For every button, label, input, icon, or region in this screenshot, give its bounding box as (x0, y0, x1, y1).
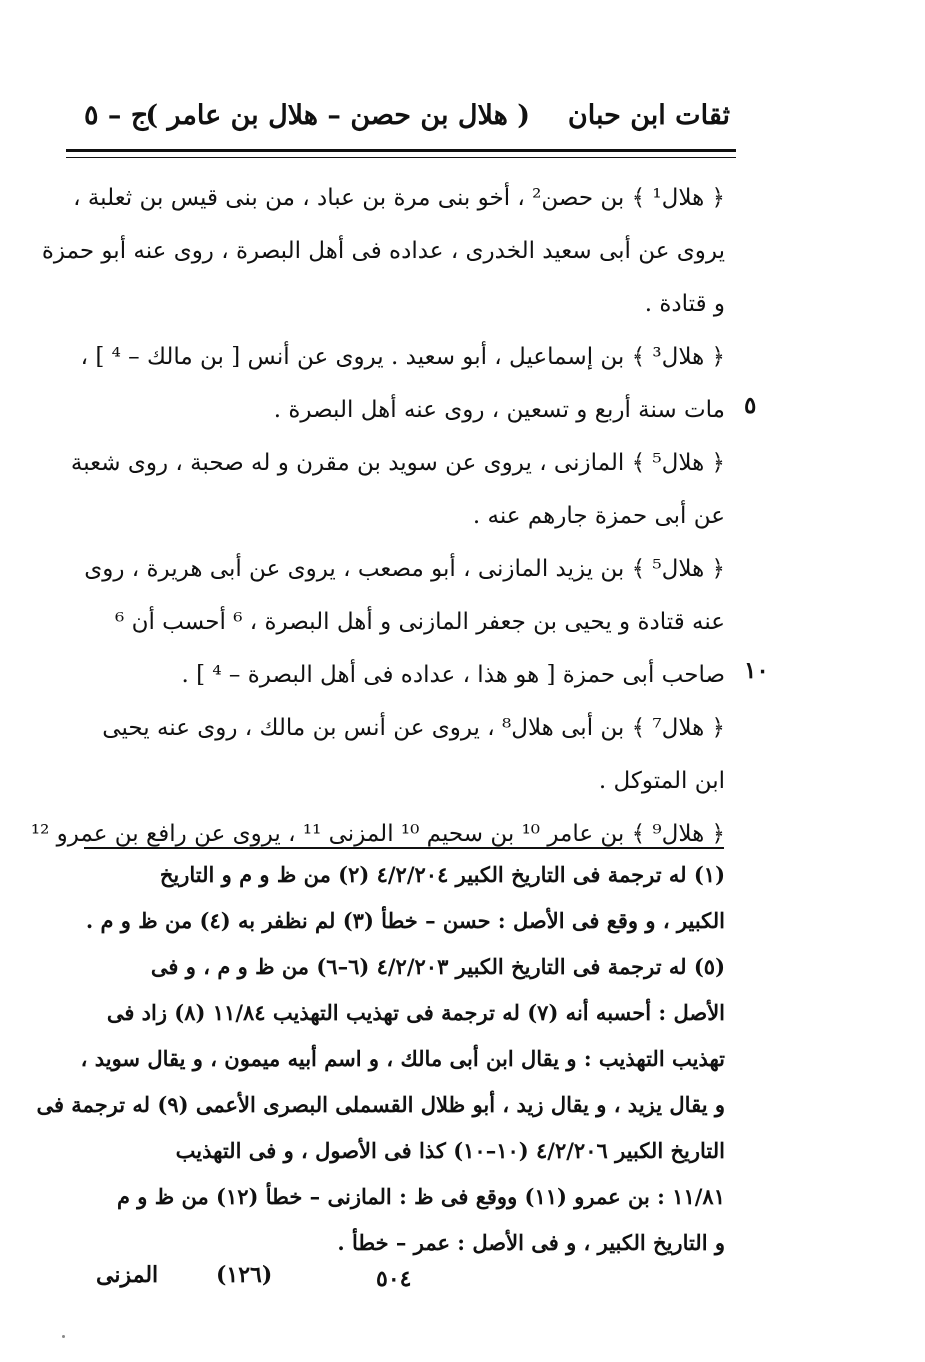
footnote-line: (٥) له ترجمة فى التاريخ الكبير ٤/٢/٢٠٣ (٦–٦) من ظ و م ، و فى (150, 954, 725, 979)
footnote-line: و التاريخ الكبير ، و فى الأصل : عمر – خطأ . (337, 1230, 725, 1255)
footnote-divider (84, 847, 724, 849)
footnote-line: (١) له ترجمة فى التاريخ الكبير ٤/٢/٢٠٤ (٢) من ظ و م و التاريخ (159, 862, 725, 887)
text-line: عن أبى حمزة جارهم عنه . (472, 503, 725, 529)
footnote-line: ١١/٨١ : بن عمرو (١١) ووقع فى ظ : المازنى – خطأ (١٢) من ظ و م (116, 1184, 725, 1209)
paper-speck (62, 1335, 65, 1338)
running-header (80, 100, 730, 144)
footnote-line: الأصل : أحسبه أنه (٧) له ترجمة فى تهذيب التهذيب ١١/٨٤ (٨) زاد فى (106, 1000, 725, 1025)
text-line: ﴿ هلال⁹ ﴾ بن عامر ¹⁰ بن سحيم ¹⁰ المزنى ¹¹ ، يروى عن رافع بن عمرو ¹² (30, 821, 725, 847)
text-line: يروى عن أبى سعيد الخدرى ، عداده فى أهل البصرة ، روى عنه أبو حمزة (41, 238, 725, 264)
text-line: عنه قتادة و يحيى بن جعفر المازنى و أهل البصرة ، ⁶ أحسب أن ⁶ (115, 609, 725, 635)
line-number-10: ١٠ (744, 657, 769, 684)
text-line: مات سنة أربع و تسعين ، روى عنه أهل البصرة . (273, 397, 725, 423)
sheet-number: (١٢٦) (216, 1262, 273, 1288)
text-line: ﴿ هلال¹ ﴾ بن حصن² ، أخو بنى مرة بن عباد ، من بنى قيس بن ثعلبة ، (73, 185, 725, 211)
text-line: ﴿ هلال³ ﴾ بن إسماعيل ، أبو سعيد . يروى عن أنس [ بن مالك – ⁴ ] ، (80, 344, 725, 370)
page-footer (80, 1262, 730, 1302)
main-text (30, 172, 725, 861)
text-line: ابن المتوكل . (598, 768, 725, 794)
footnote-line: الكبير ، و وقع فى الأصل : حسن – خطأ (٣) لم نظفر به (٤) من ظ و م . (85, 908, 725, 933)
book-title: ثقات ابن حبان (567, 100, 730, 131)
entry-range: ( هلال بن حصن – هلال بن عامر ) (145, 100, 530, 131)
footnote-line: و يقال يزيد ، و يقال زيد ، أبو ظلال القسملى البصرى الأعمى (٩) له ترجمة فى (36, 1092, 725, 1117)
footnote-line: تهذيب التهذيب : و يقال ابن أبى مالك ، و اسم أبيه ميمون ، و يقال سويد ، (80, 1046, 725, 1071)
text-line: ﴿ هلال⁵ ﴾ المازنى ، يروى عن سويد بن مقرن و له صحبة ، روى شعبة (70, 450, 725, 476)
text-line: صاحب أبى حمزة [ هو هذا ، عداده فى أهل البصرة – ⁴ ] . (181, 662, 725, 688)
footnote-line: التاريخ الكبير ٤/٢/٢٠٦ (١٠–١٠) كذا فى الأصول ، و فى التهذيب (175, 1138, 725, 1163)
line-number-5: ٥ (744, 392, 757, 419)
footnotes (36, 852, 725, 1266)
text-line: ﴿ هلال⁵ ﴾ بن يزيد المازنى ، أبو مصعب ، يروى عن أبى هريرة ، روى (84, 556, 725, 582)
text-line: و قتادة . (644, 291, 725, 317)
page-number: ٥٠٤ (376, 1266, 412, 1292)
header-rule-thick (66, 149, 736, 152)
header-rule-thin (66, 157, 736, 158)
volume-label: ج – ٥ (84, 100, 149, 131)
text-line: ﴿ هلال⁷ ﴾ بن أبى هلال⁸ ، يروى عن أنس بن مالك ، روى عنه يحيى (102, 715, 725, 741)
signature-word: المزنى (96, 1262, 159, 1288)
